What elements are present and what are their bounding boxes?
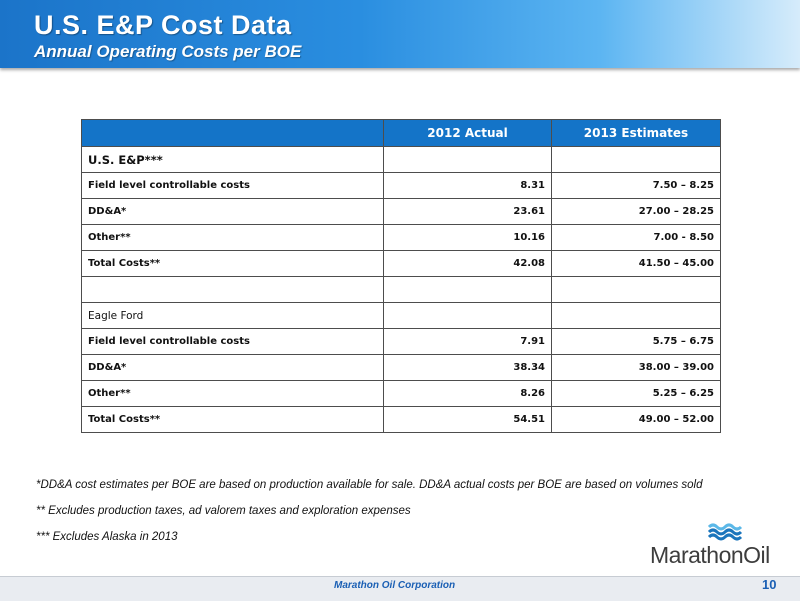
row-label — [82, 277, 384, 303]
marathon-oil-logo — [650, 523, 795, 573]
row-label: Field level controllable costs — [82, 329, 384, 355]
row-label: Field level controllable costs — [82, 173, 384, 199]
cell-2012: 23.61 — [384, 199, 552, 225]
cell-2012 — [384, 277, 552, 303]
table-row — [82, 225, 721, 251]
footnote-alaska: *** Excludes Alaska in 2013 — [36, 531, 178, 543]
cell-2013: 49.00 – 52.00 — [552, 407, 721, 433]
table-row — [82, 147, 721, 173]
table-row — [82, 329, 721, 355]
row-label: DD&A* — [82, 199, 384, 225]
row-label: DD&A* — [82, 355, 384, 381]
row-label: Total Costs** — [82, 407, 384, 433]
cell-2012 — [384, 147, 552, 173]
cell-2012: 54.51 — [384, 407, 552, 433]
slide-subtitle: Annual Operating Costs per BOE — [34, 42, 302, 61]
row-label: Total Costs** — [82, 251, 384, 277]
cell-2012 — [384, 303, 552, 329]
table-row — [82, 355, 721, 381]
wave-logo-icon — [707, 523, 743, 541]
header-cell-2012-actual: 2012 Actual — [384, 120, 552, 147]
cell-2013: 41.50 – 45.00 — [552, 251, 721, 277]
footnote-dda: *DD&A cost estimates per BOE are based on production available for sale. DD&A actual costs per BOE are based on volumes sold — [36, 479, 703, 491]
table-row — [82, 173, 721, 199]
cell-2013: 7.50 – 8.25 — [552, 173, 721, 199]
cell-2012: 8.26 — [384, 381, 552, 407]
cell-2013 — [552, 303, 721, 329]
logo-wordmark: MarathonOil — [650, 542, 770, 568]
cell-2013 — [552, 277, 721, 303]
cost-table — [81, 119, 721, 433]
header-cell-label — [82, 120, 384, 147]
table-row — [82, 199, 721, 225]
cell-2013: 5.25 – 6.25 — [552, 381, 721, 407]
table-row — [82, 303, 721, 329]
cell-2012: 7.91 — [384, 329, 552, 355]
table-row — [82, 407, 721, 433]
cell-2013 — [552, 147, 721, 173]
cell-2013: 5.75 – 6.75 — [552, 329, 721, 355]
header-cell-2013-estimates: 2013 Estimates — [552, 120, 721, 147]
cell-2013: 27.00 – 28.25 — [552, 199, 721, 225]
row-label: Other** — [82, 381, 384, 407]
footer-company: Marathon Oil Corporation — [334, 580, 456, 591]
table-header-row — [82, 120, 721, 147]
table-row — [82, 251, 721, 277]
cell-2013: 7.00 - 8.50 — [552, 225, 721, 251]
row-label: Eagle Ford — [82, 303, 384, 329]
row-label: U.S. E&P*** — [82, 147, 384, 173]
table-row — [82, 277, 721, 303]
row-label: Other** — [82, 225, 384, 251]
cell-2012: 38.34 — [384, 355, 552, 381]
page-number: 10 — [762, 577, 777, 592]
cell-2013: 38.00 – 39.00 — [552, 355, 721, 381]
table-row — [82, 381, 721, 407]
cell-2012: 8.31 — [384, 173, 552, 199]
cell-2012: 10.16 — [384, 225, 552, 251]
title-banner — [0, 0, 800, 68]
footnote-other: ** Excludes production taxes, ad valorem taxes and exploration expenses — [36, 505, 411, 517]
slide-title: U.S. E&P Cost Data — [34, 10, 292, 40]
cell-2012: 42.08 — [384, 251, 552, 277]
